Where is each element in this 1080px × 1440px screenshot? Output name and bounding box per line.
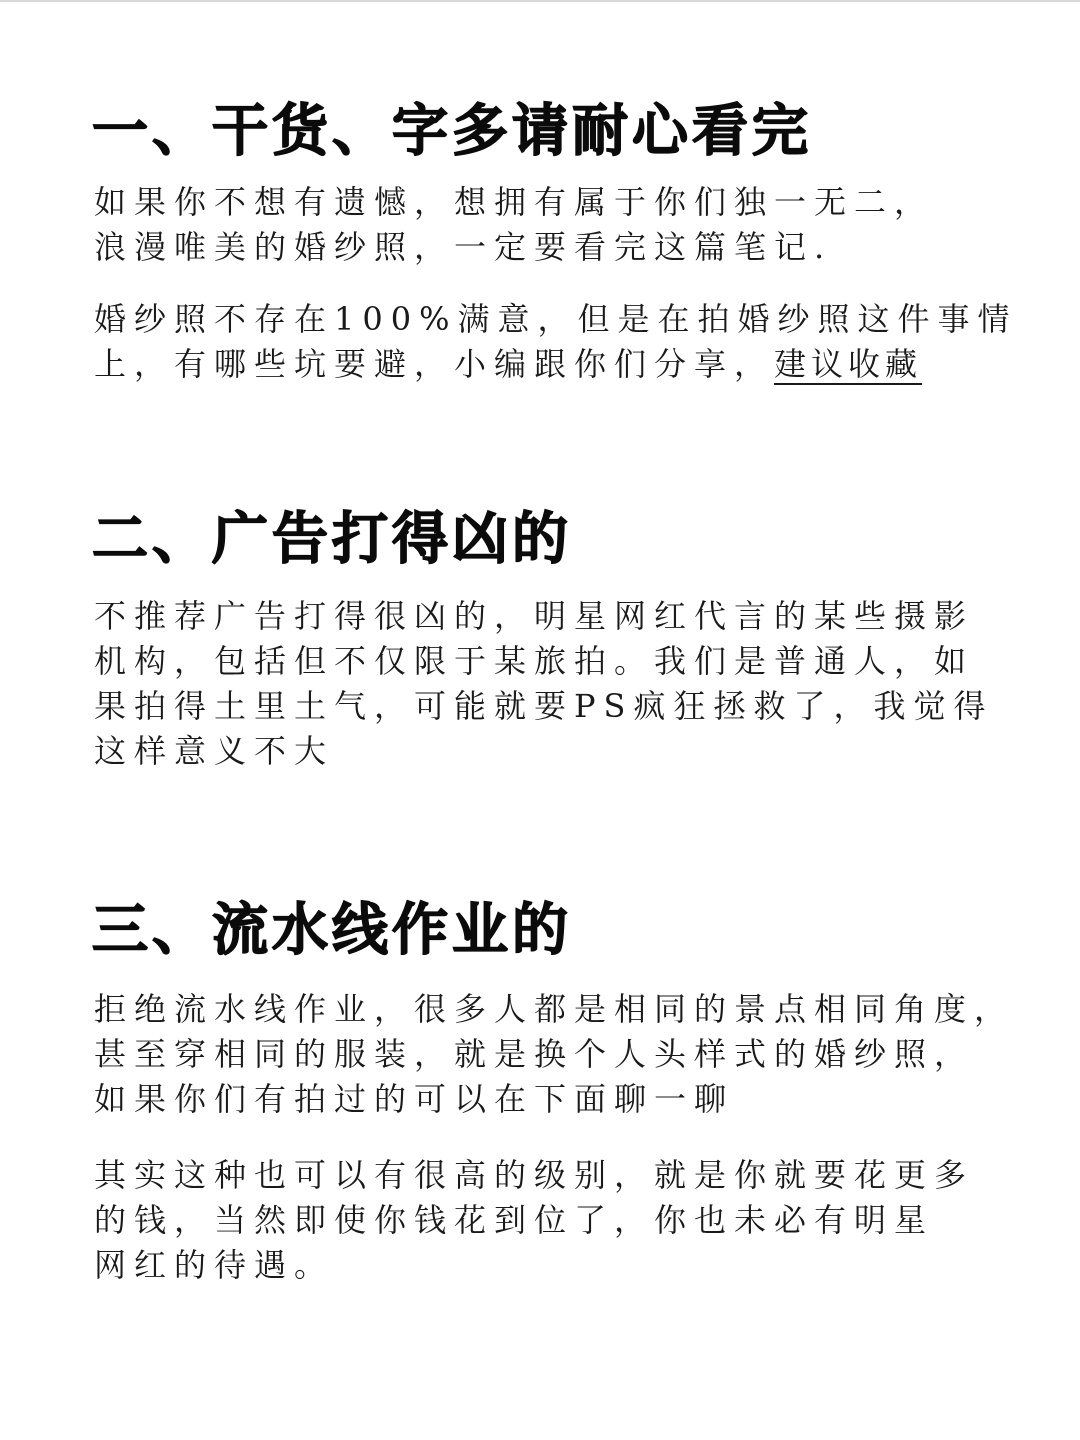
section-3-paragraph-2 [94, 1153, 1024, 1288]
text-line: 其实这种也可以有很高的级别，就是你就要花更多 [94, 1156, 975, 1194]
text-line: 不推荐广告打得很凶的，明星网红代言的某些摄影 [94, 597, 975, 635]
section-heading-3: 三、流水线作业的 [92, 898, 572, 963]
text-line: 这样意义不大 [94, 732, 335, 770]
section-heading-1: 一、干货、字多请耐心看完 [92, 99, 812, 164]
top-divider [0, 0, 1080, 2]
text-line: 上，有哪些坑要避，小编跟你们分享， [94, 345, 775, 383]
text-line: 如果你们有拍过的可以在下面聊一聊 [94, 1080, 735, 1118]
bookmark-suggestion-link[interactable]: 建议收藏 [774, 345, 923, 383]
text-line-with-link [94, 342, 1024, 387]
text-line: 如果你不想有遗憾，想拥有属于你们独一无二， [94, 183, 935, 221]
section-2-paragraph-1 [94, 594, 1024, 774]
section-heading-2: 二、广告打得凶的 [92, 507, 572, 572]
section-1-paragraph-1 [94, 180, 1024, 270]
text-line: 甚至穿相同的服装，就是换个人头样式的婚纱照， [94, 1035, 975, 1073]
text-line: 果拍得土里土气，可能就要PS疯狂拯救了，我觉得 [94, 687, 994, 725]
text-line: 浪漫唯美的婚纱照，一定要看完这篇笔记. [94, 228, 833, 266]
text-line: 的钱，当然即使你钱花到位了，你也未必有明星 [94, 1201, 935, 1239]
text-line: 网红的待遇。 [94, 1246, 335, 1284]
text-line: 婚纱照不存在100%满意，但是在拍婚纱照这件事情 [94, 300, 1018, 338]
section-3-paragraph-1 [94, 987, 1024, 1122]
section-1-paragraph-2 [94, 297, 1024, 387]
text-line: 机构，包括但不仅限于某旅拍。我们是普通人，如 [94, 642, 975, 680]
text-line: 拒绝流水线作业，很多人都是相同的景点相同角度， [94, 990, 1015, 1028]
